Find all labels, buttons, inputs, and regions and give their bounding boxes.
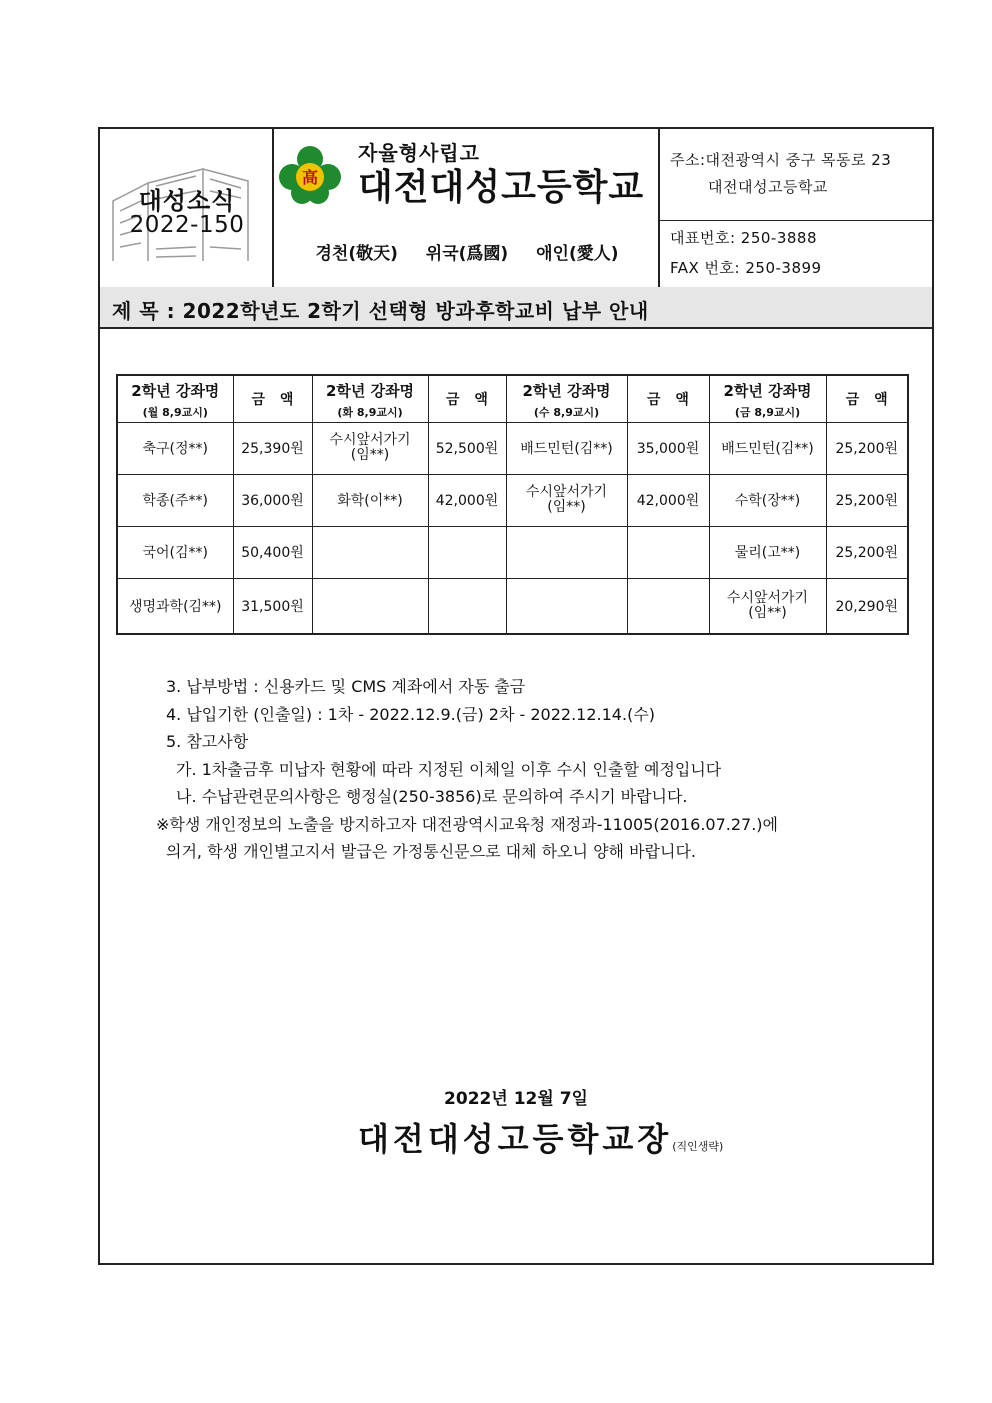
amount-cell: 35,000원 — [627, 422, 709, 474]
course-name: 수시앞서가기 — [329, 432, 411, 448]
note-payment-method: 3. 납부방법 : 신용카드 및 CMS 계좌에서 자동 출금 — [166, 677, 526, 696]
column-header: 2학년 강좌명 (화 8,9교시) — [312, 375, 428, 422]
note-due-date: 4. 납입기한 (인출일) : 1차 - 2022.12.9.(금) 2차 - 2022.12.14.(수) — [166, 704, 656, 724]
newsletter-number: 2022-150 — [129, 212, 245, 238]
contact-info — [660, 129, 932, 287]
school-type: 자율형사립고 — [358, 141, 480, 165]
amount-cell: 20,290원 — [826, 578, 908, 634]
fee-table — [116, 374, 909, 635]
course-cell — [312, 422, 428, 474]
course-cell: 화학(이**) — [312, 474, 428, 526]
fax-number: FAX 번호: 250-3899 — [670, 259, 822, 277]
school-emblem-icon — [278, 145, 342, 205]
address-line: 주소:대전광역시 중구 목동로 23 — [670, 151, 892, 169]
issue-date: 2022년 12월 7일 — [444, 1089, 588, 1109]
table-row — [117, 422, 908, 474]
address-box — [660, 129, 932, 221]
column-header: 2학년 강좌명 (월 8,9교시) — [117, 375, 233, 422]
course-teacher: (임**) — [748, 604, 787, 621]
empty-cell — [627, 526, 709, 578]
school-identity — [274, 129, 660, 287]
amount-cell: 42,000원 — [428, 474, 506, 526]
course-cell: 축구(정**) — [117, 422, 233, 474]
table-row — [117, 526, 908, 578]
amount-cell: 31,500원 — [233, 578, 312, 634]
amount-header: 금 액 — [233, 375, 312, 422]
amount-cell: 25,200원 — [826, 422, 908, 474]
note-item-na: 나. 수납관련문의사항은 행정실(250-3856)로 문의하여 주시기 바랍니다. — [176, 787, 688, 806]
address-school: 대전대성고등학교 — [708, 178, 828, 196]
empty-cell — [506, 526, 627, 578]
amount-header: 금 액 — [826, 375, 908, 422]
empty-cell — [312, 526, 428, 578]
phone-number: 대표번호: 250-3888 — [670, 229, 817, 247]
amount-cell: 25,200원 — [826, 526, 908, 578]
amount-cell: 52,500원 — [428, 422, 506, 474]
amount-cell: 36,000원 — [233, 474, 312, 526]
school-motto: 경천(敬天) 위국(爲國) 애인(愛人) — [315, 244, 619, 264]
course-teacher: (임**) — [547, 499, 586, 515]
course-cell: 배드민턴(김**) — [709, 422, 826, 474]
privacy-notice-cont: 의거, 학생 개인별고지서 발급은 가정통신문으로 대체 하오니 양해 바랍니다. — [166, 842, 696, 861]
table-header-row — [117, 375, 908, 422]
amount-cell: 25,390원 — [233, 422, 312, 474]
course-teacher: (임**) — [350, 447, 390, 463]
privacy-notice: ※학생 개인정보의 노출을 방지하고자 대전광역시교육청 재정과-11005(2016.07.27.)에 — [156, 814, 779, 834]
principal-signature — [358, 1114, 723, 1160]
course-cell: 수학(장**) — [709, 474, 826, 526]
column-header: 2학년 강좌명 (수 8,9교시) — [506, 375, 627, 422]
amount-header: 금 액 — [627, 375, 709, 422]
course-name: 수시앞서가기 — [726, 589, 809, 606]
course-cell: 국어(김**) — [117, 526, 233, 578]
subject-bar — [100, 287, 932, 329]
empty-cell — [428, 578, 506, 634]
course-cell: 학종(주**) — [117, 474, 233, 526]
empty-cell — [506, 578, 627, 634]
empty-cell — [627, 578, 709, 634]
amount-cell: 42,000원 — [627, 474, 709, 526]
note-references: 5. 참고사항 — [166, 732, 249, 751]
note-item-ga: 가. 1차출금후 미납자 현황에 따라 지정된 이체일 이후 수시 인출할 예정입니다 — [176, 759, 722, 779]
subject-title: 제 목 : 2022학년도 2학기 선택형 방과후학교비 납부 안내 — [112, 299, 649, 323]
course-name: 수시앞서가기 — [525, 484, 608, 500]
notes-section — [148, 673, 778, 866]
table-row — [117, 474, 908, 526]
document-frame — [98, 127, 934, 1265]
course-cell — [506, 474, 627, 526]
school-name: 대전대성고등학교 — [358, 167, 645, 208]
newsletter-title: 대성소식 — [138, 187, 236, 215]
course-cell: 배드민턴(김**) — [506, 422, 627, 474]
table-row — [117, 578, 908, 634]
letterhead — [100, 129, 932, 289]
course-cell: 생명과학(김**) — [117, 578, 233, 634]
course-cell: 물리(고**) — [709, 526, 826, 578]
empty-cell — [312, 578, 428, 634]
newsletter-badge — [100, 129, 274, 287]
emblem-char: 高 — [301, 168, 319, 187]
amount-header: 금 액 — [428, 375, 506, 422]
principal-title: 대전대성고등학교장 — [358, 1120, 673, 1158]
column-header: 2학년 강좌명 (금 8,9교시) — [709, 375, 826, 422]
amount-cell: 25,200원 — [826, 474, 908, 526]
empty-cell — [428, 526, 506, 578]
amount-cell: 50,400원 — [233, 526, 312, 578]
seal-note: (직인생략) — [672, 1140, 724, 1153]
course-cell — [709, 578, 826, 634]
